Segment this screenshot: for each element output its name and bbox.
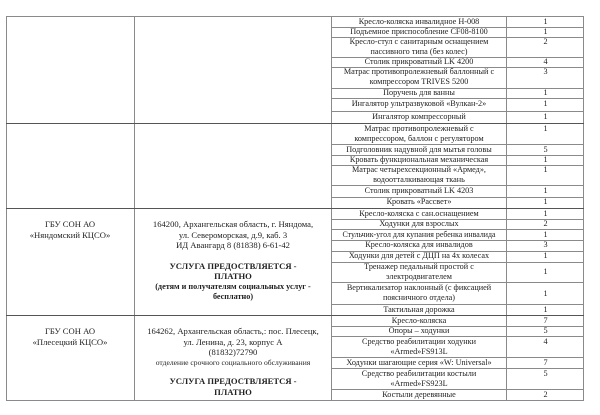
service-notice: ПЛАТНО bbox=[214, 271, 252, 281]
item-qty: 1 bbox=[543, 99, 548, 108]
item-name: Тренажер педальный простой с электродвигателем bbox=[364, 262, 474, 281]
item-name: Кресло-коляска инвалидное Н-008 bbox=[358, 17, 480, 26]
organization-line: ГБУ СОН АО bbox=[44, 326, 96, 336]
item-name: Тактильная дорожка bbox=[383, 305, 455, 314]
item-qty: 5 bbox=[543, 326, 548, 335]
item-name: Ходунки для взрослых bbox=[379, 219, 459, 228]
address-line: 164200, Архангельская область, г. Няндома, bbox=[152, 219, 314, 229]
item-name: Столик прикроватный LK 4200 bbox=[364, 57, 474, 66]
item-name: Поручень для ванны bbox=[383, 88, 455, 97]
organization-address bbox=[135, 219, 331, 303]
address-line: отделение срочного социального обслуживания bbox=[155, 357, 311, 367]
item-name: Стульчик-угол для купания ребенка инвалида bbox=[342, 230, 496, 239]
item-name: Матрас противопролежневый с компрессором, баллон с регулятором bbox=[354, 124, 484, 143]
item-qty: 5 bbox=[543, 145, 548, 154]
item-qty: 7 bbox=[543, 358, 548, 367]
organization-name bbox=[6, 326, 134, 347]
item-qty: 3 bbox=[543, 67, 548, 76]
item-name: Кресло-коляска bbox=[391, 316, 447, 325]
item-name: Подголовник надувной для мытья головы bbox=[346, 145, 492, 154]
item-name: Кресло-стул с санитарным оснащением пассивного типа (без колес) bbox=[349, 37, 489, 56]
item-name: Ингалятор ультразвуковой «Вулкан-2» bbox=[351, 99, 487, 108]
item-name: Матрас противопролежневый баллонный с компрессором TRIVES 5200 bbox=[343, 67, 495, 86]
item-name: Ходунки для детей с ДЦП на 4х колесах bbox=[348, 251, 490, 260]
item-name: Ходунки шагающие серия «W: Universal» bbox=[346, 358, 492, 367]
item-qty: 1 bbox=[543, 155, 548, 164]
organization-line: «Няндомский КЦСО» bbox=[29, 229, 111, 240]
item-qty: 1 bbox=[543, 209, 548, 218]
item-qty: 1 bbox=[543, 124, 548, 133]
item-name: Опоры – ходунки bbox=[388, 326, 450, 335]
equipment-table bbox=[6, 16, 584, 401]
address-line: ул. Ленина, д. 23, корпус А bbox=[183, 336, 283, 347]
item-name: Столик прикроватный LK 4203 bbox=[364, 186, 474, 195]
item-name: Подъемное приспособление CF08-8100 bbox=[350, 27, 488, 36]
item-qty: 1 bbox=[543, 88, 548, 97]
item-name: Кресло-коляска с сан.оснащением bbox=[359, 209, 479, 218]
organization-address bbox=[135, 326, 331, 397]
item-qty: 4 bbox=[543, 337, 548, 346]
item-qty: 1 bbox=[543, 305, 548, 314]
item-name: Вертикализатор наклонный (с фиксацией поясничного отдела) bbox=[346, 283, 492, 302]
item-name: Матрас четырехсекционный «Армед», водоотталкивающая ткань bbox=[352, 165, 486, 184]
item-name: Ингалятор компрессорный bbox=[372, 112, 466, 121]
service-notice: (детям и получателям социальных услуг - bbox=[155, 281, 311, 291]
item-qty: 1 bbox=[543, 186, 548, 195]
address-line: (81832)72790 bbox=[208, 347, 258, 357]
item-name: Кресло-коляска для инвалидов bbox=[365, 240, 473, 249]
item-qty: 1 bbox=[543, 112, 548, 121]
item-qty: 5 bbox=[543, 369, 548, 378]
item-name: Кровать функциональная механическая bbox=[349, 155, 489, 164]
item-qty: 1 bbox=[543, 197, 548, 206]
organization-name bbox=[6, 219, 134, 240]
item-qty: 1 bbox=[543, 267, 548, 276]
item-qty: 3 bbox=[543, 240, 548, 249]
item-qty: 1 bbox=[543, 288, 548, 298]
address-line: ул. Североморская, д.9, каб. 3 bbox=[178, 229, 288, 240]
service-notice: УСЛУГА ПРЕДОСТВЛЯЕТСЯ - bbox=[169, 376, 297, 386]
item-qty: 2 bbox=[543, 219, 548, 228]
service-notice: УСЛУГА ПРЕДОСТВЛЯЕТСЯ - bbox=[169, 260, 297, 271]
item-qty: 7 bbox=[543, 316, 548, 325]
item-qty: 2 bbox=[543, 37, 548, 46]
item-qty: 1 bbox=[543, 17, 548, 26]
item-qty: 1 bbox=[543, 27, 548, 36]
item-name: Костыли деревянные bbox=[382, 390, 456, 399]
address-line: ИД Авангард 8 (81838) 6-61-42 bbox=[176, 240, 290, 250]
address-line: 164262, Архангельская область,: пос. Плесецк, bbox=[147, 326, 319, 336]
item-qty: 1 bbox=[543, 230, 548, 239]
item-qty: 1 bbox=[543, 251, 548, 260]
item-qty: 1 bbox=[543, 165, 548, 174]
item-name: Средство реабилитации костыли «Armed»FS923L bbox=[361, 369, 477, 388]
table-border-bottom bbox=[6, 400, 584, 401]
service-notice: ПЛАТНО bbox=[214, 386, 252, 397]
item-name: Кровать «Рассвет» bbox=[386, 197, 452, 206]
item-qty: 4 bbox=[543, 57, 548, 66]
organization-line: «Плесецкий КЦСО» bbox=[32, 336, 108, 347]
item-qty: 2 bbox=[543, 390, 548, 399]
service-notice: бесплатно) bbox=[212, 292, 254, 301]
item-name: Средство реабилитации ходунки «Armed»FS913L bbox=[361, 337, 477, 356]
organization-line: ГБУ СОН АО bbox=[44, 219, 96, 229]
